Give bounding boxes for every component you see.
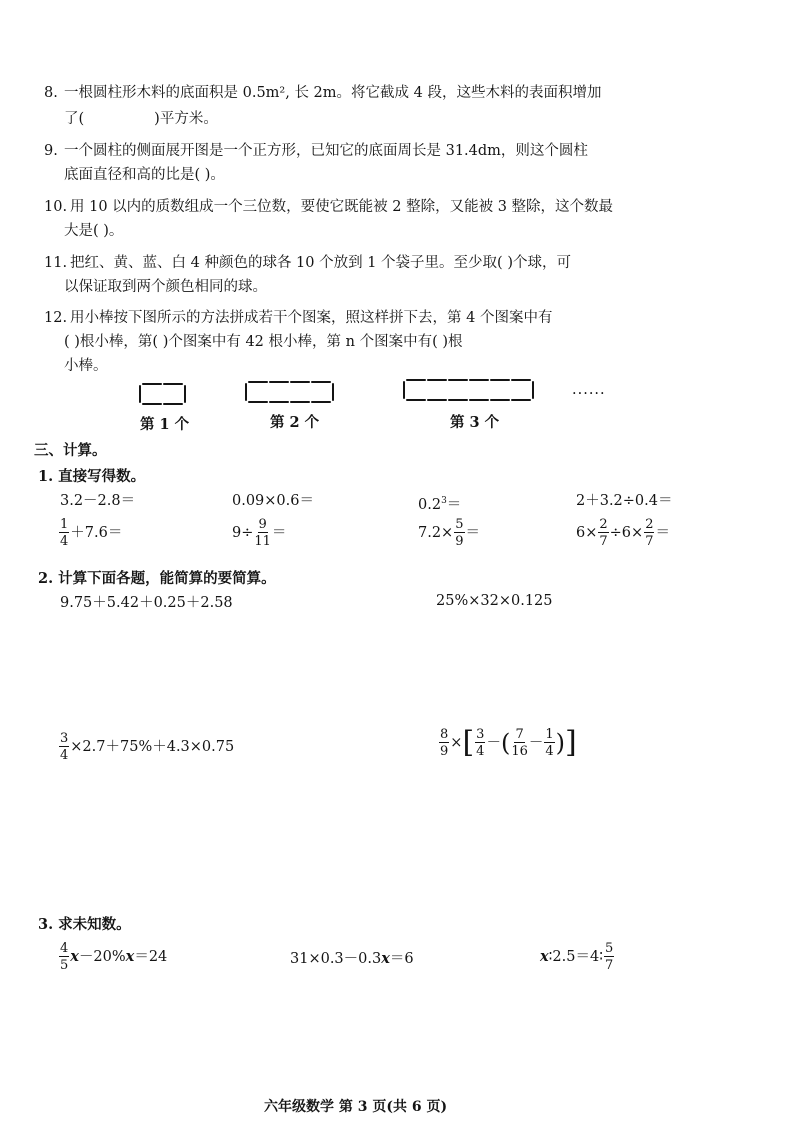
q12-line1: 用小棒按下图所示的方法拼成若干个图案，照这样拼下去，第 4 个图案中有	[70, 310, 553, 326]
q11-line2: 以保证取到两个颜色相同的球。	[64, 279, 267, 295]
calc-2-3-tail: ×2.7＋75%＋4.3×0.75	[70, 739, 235, 755]
calc-1-3-tail: ＝	[446, 496, 462, 513]
solve-2-var: x	[381, 950, 390, 967]
calc-2-4-num-3: 7	[515, 727, 524, 742]
calc-2-4-den-3: 16	[511, 744, 528, 759]
calc-2-4-right-bracket: ]	[565, 725, 577, 760]
calc-2-4-fraction-1	[439, 728, 449, 758]
calc-2-4-den-2: 4	[476, 744, 485, 759]
q11-number: 11.	[44, 255, 68, 271]
q9-number: 9.	[44, 143, 58, 159]
calc-1-8-den-1: 7	[599, 534, 608, 549]
calc-1-7-den: 9	[455, 534, 464, 549]
part3-title: 3. 求未知数。	[38, 916, 131, 933]
calc-1-5	[58, 518, 122, 548]
q12-label-2: 第 2 个	[270, 414, 320, 431]
calc-2-3	[58, 732, 234, 762]
calc-1-3-exponent: 3	[441, 496, 447, 506]
calc-2-3-fraction	[59, 732, 69, 762]
q12-line3: 小棒。	[64, 358, 108, 374]
calc-1-8-num-1: 2	[599, 517, 608, 532]
calc-2-4-num-2: 3	[476, 727, 485, 742]
solve-1-fraction	[59, 942, 69, 972]
calc-2-4-den-1: 9	[440, 744, 449, 759]
calc-1-8-tail: ＝	[655, 525, 670, 541]
calc-1-4: 2＋3.2÷0.4＝	[576, 493, 673, 509]
solve-1-num: 4	[60, 941, 69, 956]
calc-2-3-num: 3	[60, 731, 69, 746]
q12-pattern-2	[244, 380, 336, 406]
calc-1-5-den: 4	[60, 534, 69, 549]
q12-line2: ( )根小棒，第( )个图案中有 42 根小棒，第 n 个图案中有( )根	[64, 334, 463, 350]
calc-1-8	[576, 518, 670, 548]
q8-line2	[64, 110, 218, 128]
q8-line2-prefix: 了(	[64, 111, 85, 127]
solve-3	[540, 942, 615, 972]
solve-3-den: 7	[605, 958, 614, 973]
calc-1-5-num: 1	[60, 517, 69, 532]
q12-pattern-1	[138, 382, 188, 408]
calc-1-6-fraction	[254, 518, 271, 548]
calc-1-8-fraction-2	[644, 518, 654, 548]
calc-1-7-head: 7.2×	[418, 525, 454, 541]
section-heading-calc: 三、计算。	[34, 442, 107, 459]
q8-line2-suffix: )平方米。	[154, 111, 218, 127]
q12-label-1: 第 1 个	[140, 416, 190, 433]
calc-2-4-fraction-4	[544, 728, 554, 758]
calc-2-4-fraction-2	[475, 728, 485, 758]
calc-2-4-den-4: 4	[545, 744, 554, 759]
q12-number: 12.	[44, 310, 68, 326]
solve-3-num: 5	[605, 941, 614, 956]
calc-2-1: 9.75＋5.42＋0.25＋2.58	[60, 595, 233, 611]
calc-1-6-tail: ＝	[271, 525, 287, 541]
calc-1-6-den: 11	[254, 534, 271, 549]
part1-title: 1. 直接写得数。	[38, 468, 146, 485]
solve-1-var-1: x	[70, 948, 79, 965]
calc-1-7-tail: ＝	[465, 525, 480, 541]
part2-title: 2. 计算下面各题，能简算的要简算。	[38, 570, 276, 587]
solve-1-den: 5	[60, 958, 69, 973]
calc-2-4-num-1: 8	[440, 727, 449, 742]
q8-line1: 一根圆柱形木料的底面积是 0.5m², 长 2m。将它截成 4 段，这些木料的表面积增加	[64, 85, 602, 101]
calc-1-6	[232, 518, 286, 548]
calc-2-4-num-4: 1	[545, 727, 554, 742]
calc-1-6-head: 9÷	[232, 525, 254, 541]
q10-number: 10.	[44, 199, 68, 215]
calc-2-4-times: ×	[450, 735, 463, 751]
calc-2-4	[438, 725, 577, 760]
calc-1-8-mid: ÷6×	[609, 525, 644, 541]
q12-ellipsis: ······	[572, 386, 606, 402]
solve-1-mid: －20%	[78, 949, 126, 965]
calc-1-7-fraction	[454, 518, 464, 548]
calc-1-3	[418, 492, 461, 514]
calc-1-8-den-2: 7	[645, 534, 654, 549]
solve-3-mid: ∶2.5＝4∶	[548, 949, 603, 965]
calc-1-8-fraction-1	[598, 518, 608, 548]
q12-pattern-3	[402, 378, 550, 404]
q8-number: 8.	[44, 85, 58, 101]
calc-1-7	[418, 518, 480, 548]
q9-line1: 一个圆柱的侧面展开图是一个正方形，已知它的底面周长是 31.4dm，则这个圆柱	[64, 143, 588, 159]
solve-1-tail: ＝24	[134, 949, 168, 965]
calc-2-4-left-paren: (	[500, 729, 511, 757]
solve-1	[58, 942, 167, 972]
q10-line1: 用 10 以内的质数组成一个三位数，要使它既能被 2 整除，又能被 3 整除，这个数最	[70, 199, 614, 215]
solve-2-tail: ＝6	[389, 951, 414, 967]
solve-2-head: 31×0.3－0.3	[290, 951, 382, 967]
calc-1-3-base: 0.2	[418, 496, 442, 513]
calc-2-2: 25%×32×0.125	[436, 593, 553, 609]
q9-line2: 底面直径和高的比是( )。	[64, 167, 225, 183]
solve-3-var: x	[540, 948, 549, 965]
calc-1-1: 3.2－2.8＝	[60, 493, 136, 509]
solve-3-fraction	[604, 942, 614, 972]
calc-1-8-head: 6×	[576, 525, 598, 541]
calc-2-4-minus-2: －	[528, 735, 544, 751]
calc-1-2: 0.09×0.6＝	[232, 493, 314, 509]
calc-1-5-fraction	[59, 518, 69, 548]
calc-1-5-tail: ＋7.6＝	[70, 525, 123, 541]
calc-2-4-left-bracket: [	[462, 725, 475, 760]
q12-label-3: 第 3 个	[450, 414, 500, 431]
calc-1-6-num: 9	[258, 517, 267, 532]
solve-1-var-2: x	[125, 948, 135, 965]
q10-line2: 大是( )。	[64, 223, 124, 239]
calc-2-4-right-paren: )	[555, 729, 566, 757]
page-footer: 六年级数学 第 3 页(共 6 页)	[264, 1099, 448, 1115]
calc-2-4-minus-1: －	[486, 735, 501, 751]
calc-2-4-fraction-3	[511, 728, 528, 758]
calc-2-3-den: 4	[60, 748, 69, 763]
solve-2	[290, 950, 414, 968]
q11-line1: 把红、黄、蓝、白 4 种颜色的球各 10 个放到 1 个袋子里。至少取( )个球，可	[70, 255, 571, 271]
calc-1-8-num-2: 2	[645, 517, 654, 532]
calc-1-7-num: 5	[455, 517, 464, 532]
